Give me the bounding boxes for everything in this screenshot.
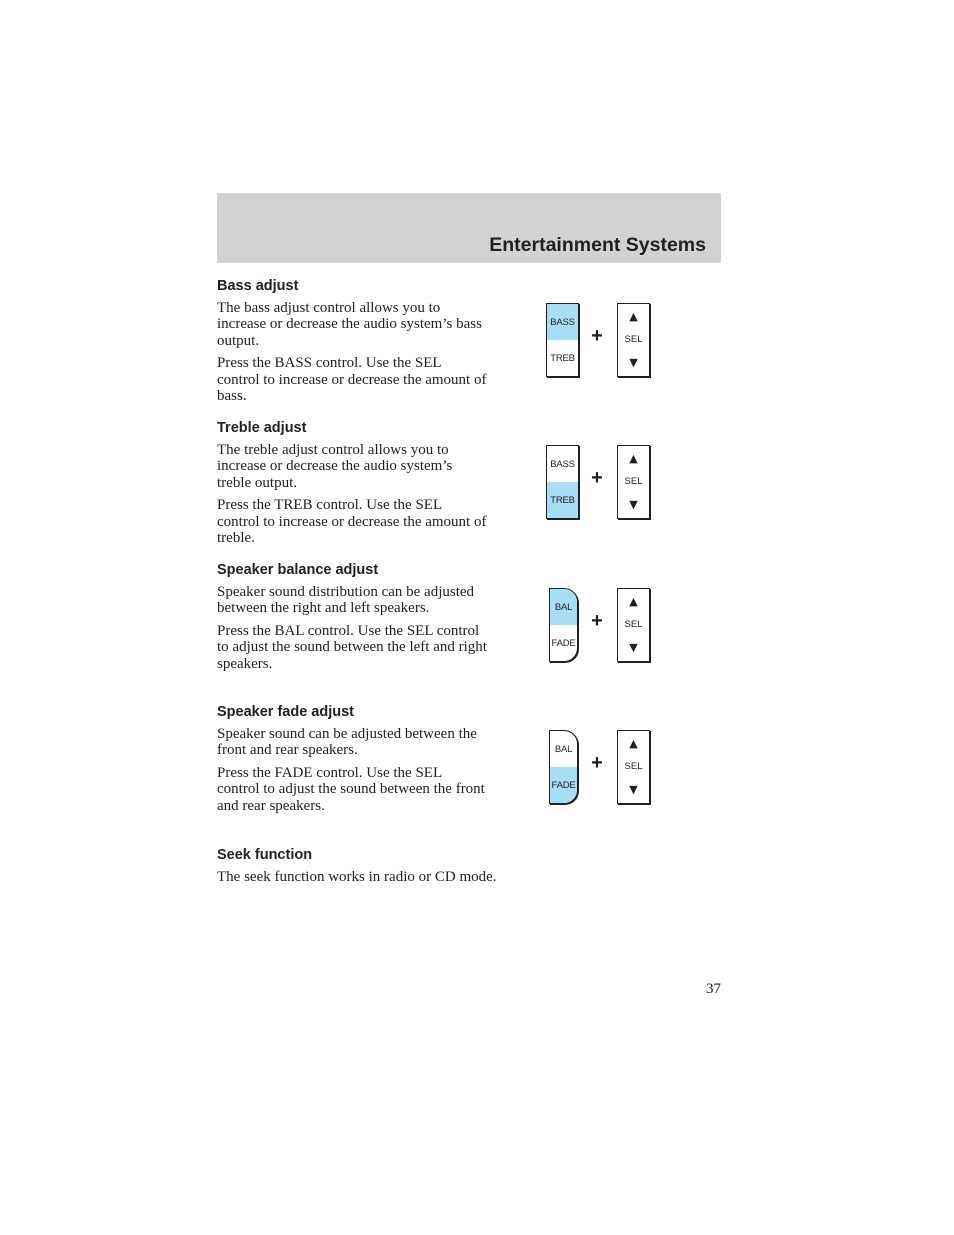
section-paragraph: Press the BASS control. Use the SEL control to increase or decrease the amount of bass. [217,355,487,405]
sel-label: SEL [624,334,643,345]
section-paragraph: Speaker sound can be adjusted between the front and rear speakers. [217,726,477,759]
section-paragraph: Press the FADE control. Use the SEL control to adjust the sound between the front and rear speakers. [217,764,485,814]
section-heading: Seek function [217,847,313,863]
section-speaker-balance [217,561,487,678]
plus-icon: + [591,467,603,489]
down-triangle-icon: ▼ [629,498,638,511]
sel-button[interactable] [617,588,650,662]
up-triangle-icon: ▲ [629,452,638,465]
section-seek-function [217,846,577,891]
control-illustration-bass [546,303,652,379]
down-triangle-icon: ▼ [629,783,638,796]
bass-segment[interactable]: BASS [547,304,578,340]
section-heading: Speaker fade adjust [217,704,354,720]
section-paragraph: The bass adjust control allows you to increase or decrease the audio system’s bass output. [217,300,482,349]
plus-icon: + [591,610,603,632]
section-heading: Treble adjust [217,420,307,436]
bass-treb-button[interactable] [546,445,579,519]
plus-icon: + [591,752,603,774]
section-paragraph: Speaker sound distribution can be adjusted between the right and left speakers. [217,584,475,617]
control-illustration-fade [546,730,652,806]
section-paragraph: Press the TREB control. Use the SEL control to increase or decrease the amount of treble. [217,497,487,547]
sel-label: SEL [624,761,643,772]
section-paragraph: Press the BAL control. Use the SEL control to adjust the sound between the left and right speakers. [217,622,487,672]
sel-label: SEL [624,476,643,487]
section-heading: Bass adjust [217,278,299,294]
page-number: 37 [706,981,721,997]
bal-fade-button[interactable] [549,730,578,804]
up-triangle-icon: ▲ [629,595,638,608]
section-treble-adjust [217,419,487,552]
treb-segment[interactable]: TREB [550,352,575,364]
sel-label: SEL [624,619,643,630]
bass-treb-button[interactable] [546,303,579,377]
bal-segment[interactable]: BAL [554,743,573,755]
section-heading: Speaker balance adjust [217,562,379,578]
up-triangle-icon: ▲ [629,310,638,323]
header-band [217,193,721,263]
treb-segment[interactable]: TREB [547,482,578,518]
sel-button[interactable] [617,445,650,519]
fade-segment[interactable]: FADE [550,767,577,803]
section-paragraph: The treble adjust control allows you to increase or decrease the audio system’s treble output. [217,442,453,491]
section-bass-adjust [217,277,487,410]
fade-segment[interactable]: FADE [551,637,576,649]
section-paragraph: The seek function works in radio or CD mode. [217,869,497,885]
control-illustration-treble [546,445,652,521]
up-triangle-icon: ▲ [629,737,638,750]
plus-icon: + [591,325,603,347]
sel-button[interactable] [617,730,650,804]
sel-button[interactable] [617,303,650,377]
bal-segment[interactable]: BAL [550,589,577,625]
down-triangle-icon: ▼ [629,641,638,654]
bal-fade-button[interactable] [549,588,578,662]
bass-segment[interactable]: BASS [550,458,575,470]
page-title: Entertainment Systems [489,234,706,256]
control-illustration-balance [546,588,652,664]
section-speaker-fade [217,703,487,820]
down-triangle-icon: ▼ [629,356,638,369]
